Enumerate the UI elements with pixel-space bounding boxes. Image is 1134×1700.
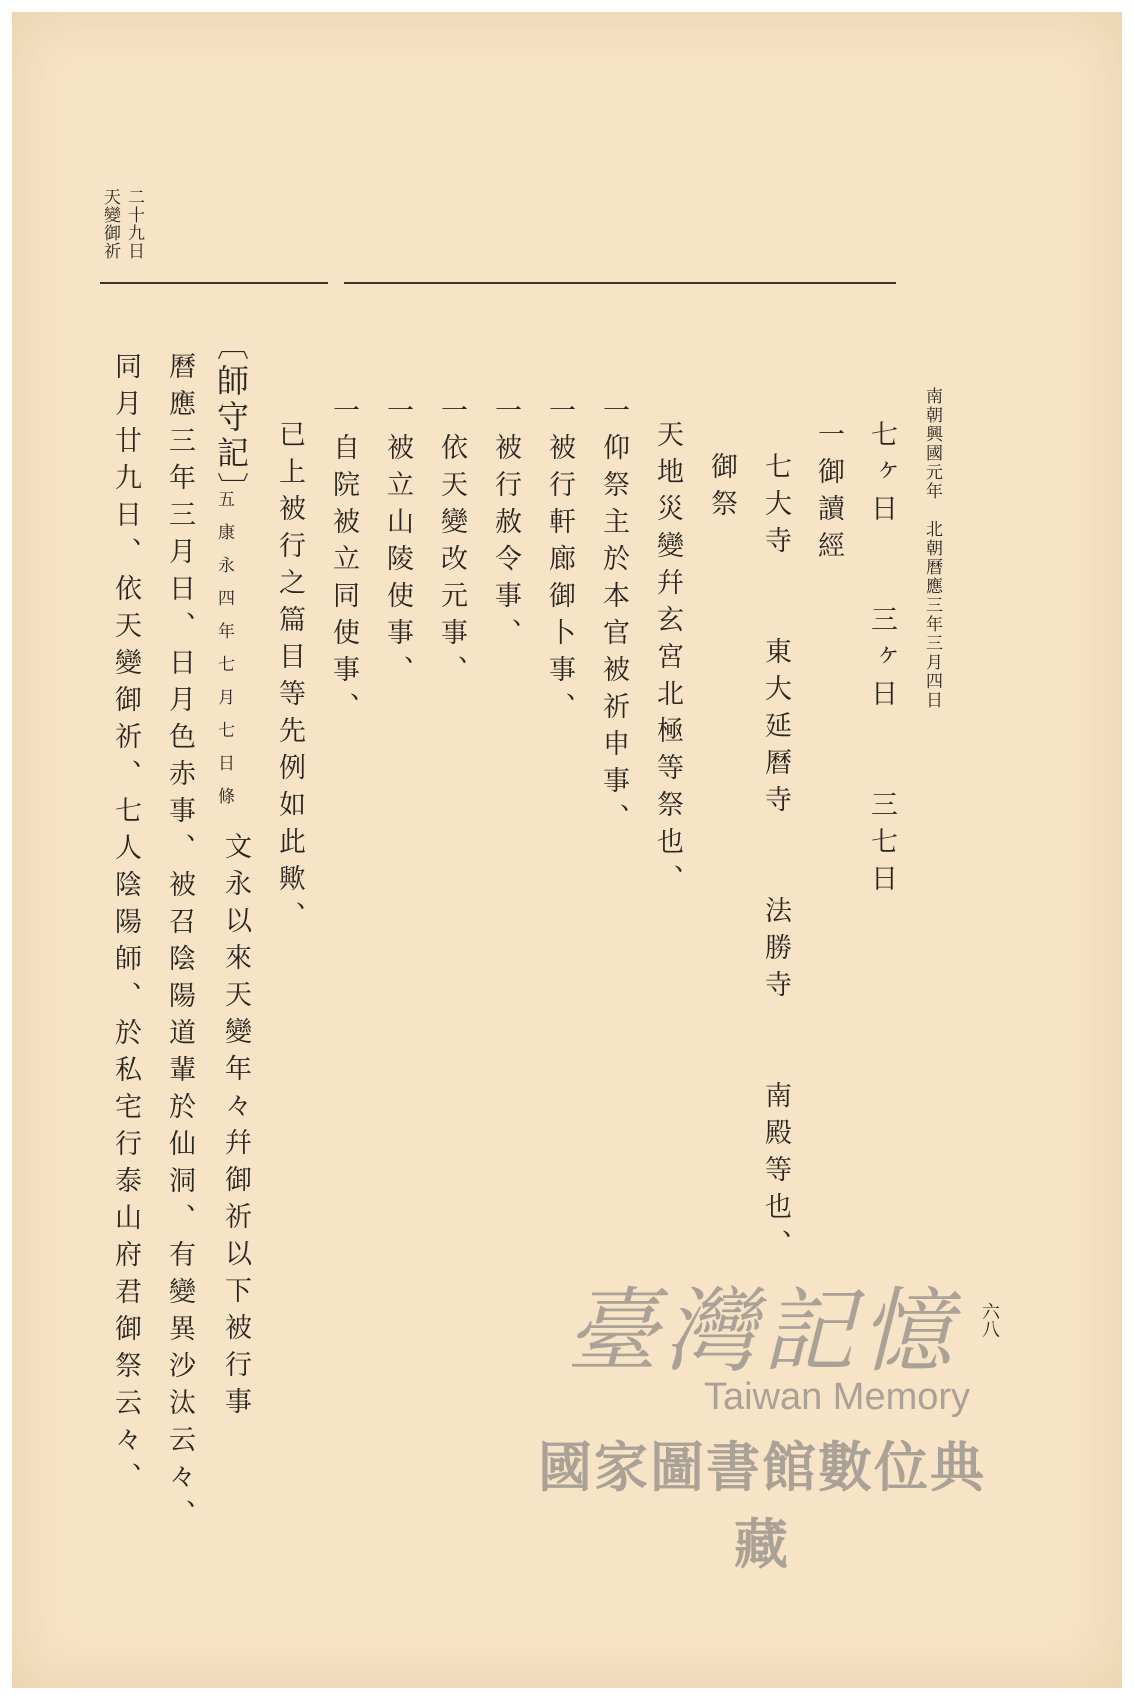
text-line: 天地災變幷玄宮北極等祭也、 (652, 420, 683, 901)
source-citation: 〔師守記〕 (212, 328, 250, 508)
text-line: 一仰祭主於本官被祈申事、 (598, 396, 629, 840)
text-line: 同月廿九日、依天變御祈、七人陰陽師、於私宅行泰山府君御祭云々、 (110, 352, 141, 1499)
text-line: 一自院被立同使事、 (328, 396, 359, 729)
page-number: 六八 (979, 1302, 1000, 1338)
text-line: 曆應三年三月日、日月色赤事、被召陰陽道輩於仙洞、有變異沙汰云々、 (164, 352, 195, 1536)
top-rule-left (100, 282, 328, 284)
watermark-english: Taiwan Memory (703, 1376, 971, 1418)
text-line: 一被行軒廊御卜事、 (544, 396, 575, 729)
citation-text: 文永以來天變年々幷御祈以下被行事 (220, 832, 251, 1424)
library-watermark (512, 1278, 1012, 1579)
top-rule-right (344, 282, 896, 284)
text-line: 一被行赦令事、 (490, 396, 521, 655)
text-line: 一被立山陵使事、 (382, 396, 413, 692)
side-note-date: 二十九日 (124, 188, 144, 260)
running-header: 南朝興國元年 北朝曆應三年三月四日 (922, 387, 942, 710)
text-line: 御祭 (706, 452, 737, 526)
watermark-title: 臺灣記憶 (565, 1278, 958, 1385)
document-page (12, 12, 1122, 1688)
side-note-topic: 天變御祈 (100, 188, 120, 260)
citation-note: 五康永四年七月七日條 (214, 490, 234, 820)
text-line: 一依天變改元事、 (436, 396, 467, 692)
text-line: 七大寺 東大延曆寺 法勝寺 南殿等也、 (760, 452, 791, 1266)
watermark-org: 國家圖書館數位典藏 (538, 1436, 986, 1576)
text-line: 一御讀經 (813, 420, 844, 568)
text-line: 七ヶ日 三ヶ日 三七日 (866, 420, 897, 901)
text-line: 已上被行之篇目等先例如此歟、 (274, 420, 305, 938)
